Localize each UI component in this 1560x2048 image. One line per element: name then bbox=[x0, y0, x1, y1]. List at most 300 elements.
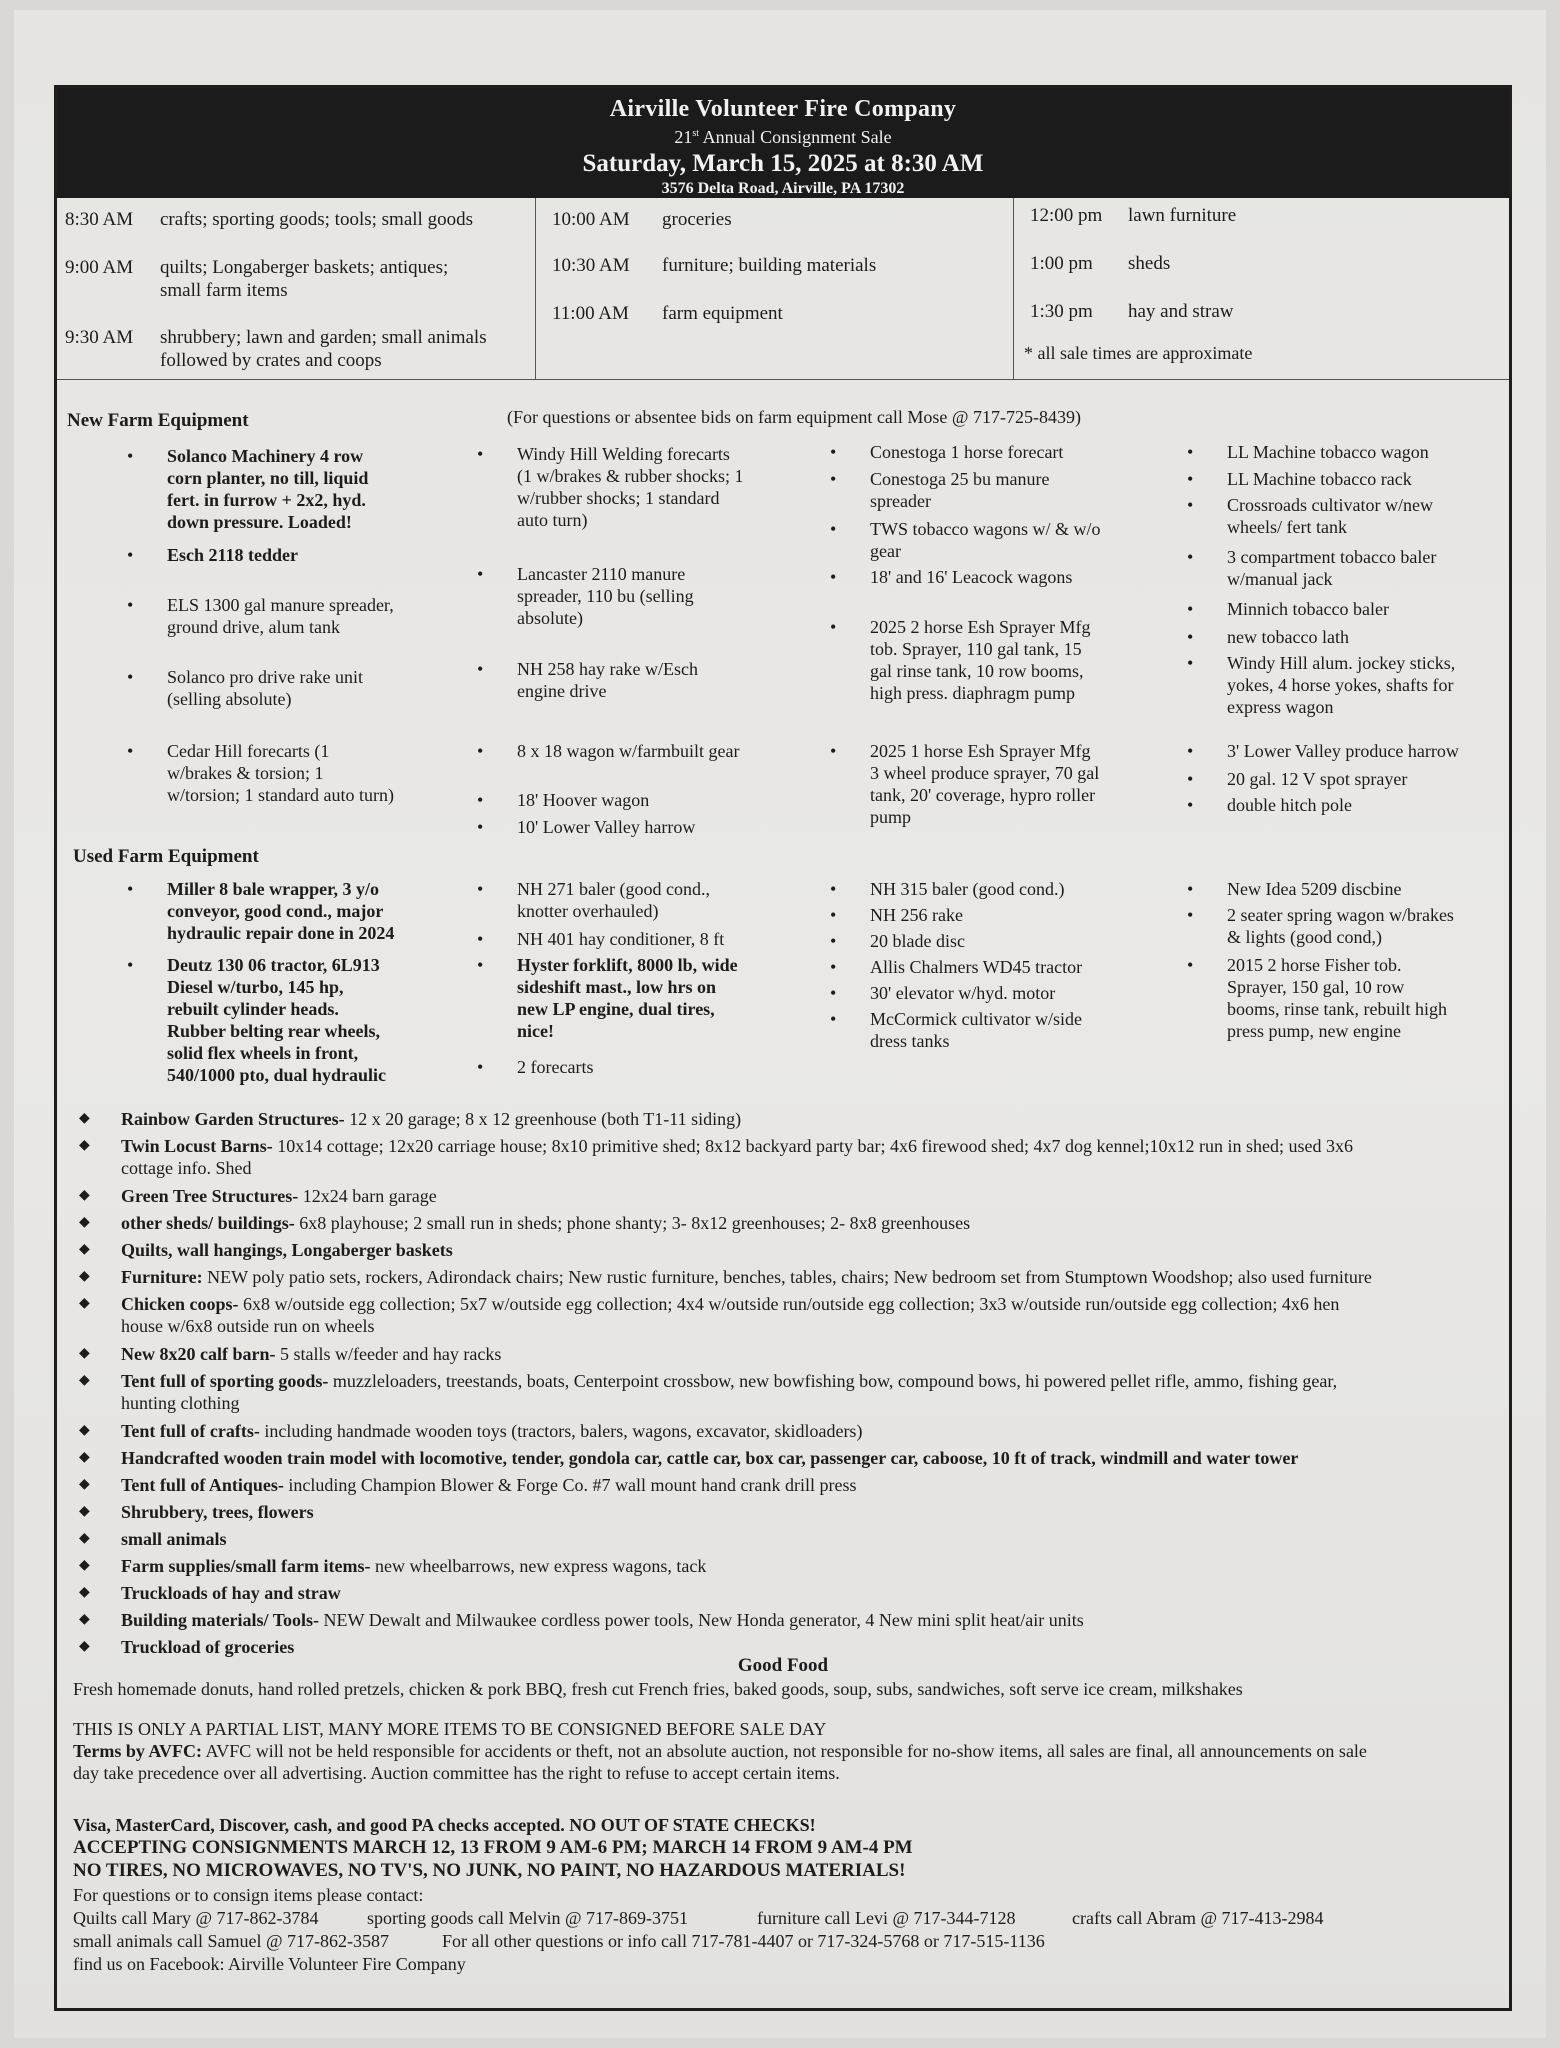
consignment-item-label: Truckloads of hay and straw bbox=[121, 1583, 341, 1603]
item-line: sideshift mast., low hrs on bbox=[517, 977, 717, 997]
diamond-bullet-icon: ◆ bbox=[79, 1585, 90, 1600]
schedule-desc-line: shrubbery; lawn and garden; small animals bbox=[160, 327, 487, 348]
consignment-item-line bbox=[121, 1108, 741, 1130]
consignment-item-text bbox=[121, 1609, 1084, 1631]
item-line: dress tanks bbox=[870, 1031, 950, 1051]
item-line: absolute) bbox=[517, 608, 583, 628]
schedule-time: 10:00 AM bbox=[552, 209, 630, 230]
item-line: tob. Sprayer, 110 gal tank, 15 bbox=[870, 639, 1082, 659]
consignment-item-line bbox=[121, 1420, 862, 1442]
bullet-icon: • bbox=[127, 955, 134, 975]
item-text bbox=[1227, 740, 1459, 762]
item-line: Conestoga 1 horse forecart bbox=[870, 442, 1064, 462]
consignment-item-detail: new wheelbarrows, new express wagons, tack bbox=[370, 1556, 707, 1576]
bullet-icon: • bbox=[1187, 469, 1194, 489]
sale-schedule bbox=[57, 198, 1509, 380]
consignment-item-line: cottage info. Shed bbox=[121, 1158, 252, 1178]
consignment-item-line bbox=[121, 1135, 1353, 1157]
item-line: Minnich tobacco baler bbox=[1227, 599, 1389, 619]
schedule-time: 1:00 pm bbox=[1030, 253, 1093, 274]
consignment-item-label: Chicken coops- bbox=[121, 1294, 239, 1314]
consignment-item-label: other sheds/ buildings- bbox=[121, 1213, 295, 1233]
contact-quilts: Quilts call Mary @ 717-862-3784 bbox=[73, 1908, 319, 1928]
item-line: Deutz 130 06 tractor, 6L913 bbox=[167, 955, 380, 975]
consignment-item-detail: muzzleloaders, treestands, boats, Centerpoint crossbow, new bowfishing bow, compound bows, hi powered pellet rifle, ammo, fishing gear, bbox=[328, 1371, 1338, 1391]
schedule-desc bbox=[1128, 204, 1236, 227]
item-text bbox=[517, 954, 738, 1042]
header-date: Saturday, March 15, 2025 at 8:30 AM bbox=[582, 150, 984, 177]
consignment-item-line bbox=[121, 1293, 1339, 1315]
item-line: rebuilt cylinder heads. bbox=[167, 999, 339, 1019]
item-line: Allis Chalmers WD45 tractor bbox=[870, 957, 1083, 977]
diamond-bullet-icon: ◆ bbox=[79, 1111, 90, 1126]
schedule-desc bbox=[1128, 252, 1170, 275]
item-line: 2025 2 horse Esh Sprayer Mfg bbox=[870, 617, 1091, 637]
consignment-item-label: Tent full of Antiques- bbox=[121, 1475, 284, 1495]
item-line: Windy Hill alum. jockey sticks, bbox=[1227, 653, 1456, 673]
bullet-icon: • bbox=[1187, 627, 1194, 647]
consignment-item-line bbox=[121, 1528, 227, 1550]
item-line: TWS tobacco wagons w/ & w/o bbox=[870, 519, 1101, 539]
item-text bbox=[517, 658, 698, 702]
diamond-bullet-icon: ◆ bbox=[79, 1639, 90, 1654]
item-line: yokes, 4 horse yokes, shafts for bbox=[1227, 675, 1454, 695]
item-line: 2015 2 horse Fisher tob. bbox=[1227, 955, 1402, 975]
consignment-item-line bbox=[121, 1239, 453, 1261]
contact-animals: small animals call Samuel @ 717-862-3587 bbox=[73, 1931, 390, 1951]
item-text bbox=[167, 544, 298, 566]
consignment-item-line bbox=[121, 1370, 1337, 1392]
consignment-item-detail: 12 x 20 garage; 8 x 12 greenhouse (both T1-11 siding) bbox=[344, 1109, 742, 1129]
item-line: NH 258 hay rake w/Esch bbox=[517, 659, 698, 679]
consignment-item-text bbox=[121, 1555, 706, 1577]
item-text bbox=[517, 740, 739, 762]
consignment-item-label: Furniture: bbox=[121, 1267, 203, 1287]
item-line: conveyor, good cond., major bbox=[167, 901, 384, 921]
bullet-icon: • bbox=[830, 957, 837, 977]
contact-crafts: crafts call Abram @ 717-413-2984 bbox=[1072, 1908, 1324, 1928]
consignment-item-label: small animals bbox=[121, 1529, 227, 1549]
contact-sporting: sporting goods call Melvin @ 717-869-3751 bbox=[367, 1908, 689, 1928]
new-farm-title: New Farm Equipment bbox=[67, 410, 249, 431]
item-line: w/rubber shocks; 1 standard bbox=[517, 488, 720, 508]
consignment-item-detail: 12x24 barn garage bbox=[298, 1186, 437, 1206]
item-line: Lancaster 2110 manure bbox=[517, 564, 686, 584]
consignment-item-label: Building materials/ Tools- bbox=[121, 1610, 320, 1630]
bullet-icon: • bbox=[1187, 495, 1194, 515]
item-text bbox=[1227, 768, 1407, 790]
schedule-desc-line: groceries bbox=[662, 209, 732, 230]
item-text bbox=[517, 443, 743, 531]
item-line: 3' Lower Valley produce harrow bbox=[1227, 741, 1459, 761]
bullet-icon: • bbox=[830, 617, 837, 637]
consignment-item-detail: 6x8 w/outside egg collection; 5x7 w/outside egg collection; 4x4 w/outside run/outside egg collection; 3x3 w/outside run/outside egg collection; 4x6 hen bbox=[238, 1294, 1340, 1314]
item-line: 2025 1 horse Esh Sprayer Mfg bbox=[870, 741, 1091, 761]
item-line: w/manual jack bbox=[1227, 569, 1333, 589]
item-text bbox=[870, 518, 1100, 562]
bullet-icon: • bbox=[830, 442, 837, 462]
item-line: Cedar Hill forecarts (1 bbox=[167, 741, 330, 761]
schedule-time: 9:30 AM bbox=[65, 327, 134, 348]
consignment-item-line bbox=[121, 1212, 970, 1234]
bullet-icon: • bbox=[830, 879, 837, 899]
item-line: solid flex wheels in front, bbox=[167, 1043, 359, 1063]
bullet-icon: • bbox=[127, 446, 134, 466]
diamond-bullet-icon: ◆ bbox=[79, 1450, 90, 1465]
contact-other: For all other questions or info call 717-781-4407 or 717-324-5768 or 717-515-1136 bbox=[442, 1931, 1045, 1951]
consignment-item-text bbox=[121, 1474, 856, 1496]
bullet-icon: • bbox=[477, 1057, 484, 1077]
facebook-link[interactable]: find us on Facebook: Airville Volunteer Fire Company bbox=[73, 1954, 466, 1974]
item-line: LL Machine tobacco rack bbox=[1227, 469, 1412, 489]
item-line: LL Machine tobacco wagon bbox=[1227, 442, 1429, 462]
bullet-icon: • bbox=[1187, 955, 1194, 975]
item-line: 3 compartment tobacco baler bbox=[1227, 547, 1437, 567]
bullet-icon: • bbox=[1187, 905, 1194, 925]
schedule-desc bbox=[662, 208, 732, 231]
schedule-time: 1:30 pm bbox=[1030, 301, 1093, 322]
item-text bbox=[870, 740, 1099, 828]
consignment-item-line bbox=[121, 1447, 1298, 1469]
schedule-col-1 bbox=[57, 198, 535, 379]
schedule-desc bbox=[160, 256, 448, 302]
terms-line-1: Terms by AVFC: AVFC will not be held responsible for accidents or theft, not an absolute auction, not responsible for no-show items, all sales are final, all announcements on sale bbox=[73, 1741, 1367, 1761]
item-text bbox=[870, 1008, 1082, 1052]
consignment-item-line bbox=[121, 1266, 1372, 1288]
header-address: 3576 Delta Road, Airville, PA 17302 bbox=[661, 180, 905, 197]
item-text bbox=[167, 878, 394, 944]
item-line: gear bbox=[870, 541, 901, 561]
consignment-item-line bbox=[121, 1501, 314, 1523]
bullet-icon: • bbox=[1187, 769, 1194, 789]
item-line: knotter overhauled) bbox=[517, 901, 659, 921]
schedule-desc-line: farm equipment bbox=[662, 303, 783, 324]
item-text bbox=[517, 563, 694, 629]
diamond-bullet-icon: ◆ bbox=[79, 1504, 90, 1519]
item-text bbox=[167, 740, 394, 806]
item-line: & lights (good cond,) bbox=[1227, 927, 1382, 947]
schedule-col-2 bbox=[535, 198, 1014, 379]
bullet-icon: • bbox=[1187, 599, 1194, 619]
consignment-item-label: Farm supplies/small farm items- bbox=[121, 1556, 371, 1576]
schedule-desc bbox=[1128, 300, 1234, 323]
item-text bbox=[1227, 468, 1412, 490]
bullet-icon: • bbox=[477, 790, 484, 810]
item-line: tank, 20' coverage, hypro roller bbox=[870, 785, 1096, 805]
schedule-desc-line: furniture; building materials bbox=[662, 255, 877, 276]
new-farm-contact: (For questions or absentee bids on farm equipment call Mose @ 717-725-8439) bbox=[507, 407, 1081, 427]
bullet-icon: • bbox=[1187, 547, 1194, 567]
item-line: 20 gal. 12 V spot sprayer bbox=[1227, 769, 1408, 789]
consignment-item-text bbox=[121, 1582, 341, 1604]
bullet-icon: • bbox=[830, 905, 837, 925]
item-line: NH 401 hay conditioner, 8 ft bbox=[517, 929, 725, 949]
item-text bbox=[1227, 652, 1455, 718]
schedule-time: 10:30 AM bbox=[552, 255, 630, 276]
bullet-icon: • bbox=[1187, 653, 1194, 673]
item-line: 20 blade disc bbox=[870, 931, 965, 951]
bullet-icon: • bbox=[477, 817, 484, 837]
bullet-icon: • bbox=[477, 955, 484, 975]
item-line: wheels/ fert tank bbox=[1227, 517, 1347, 537]
contact-intro: For questions or to consign items please contact: bbox=[73, 1885, 424, 1905]
bullet-icon: • bbox=[830, 983, 837, 1003]
diamond-bullet-icon: ◆ bbox=[79, 1612, 90, 1627]
item-line: Solanco Machinery 4 row bbox=[167, 446, 364, 466]
bullet-icon: • bbox=[1187, 741, 1194, 761]
bullet-icon: • bbox=[127, 879, 134, 899]
consignment-item-line: hunting clothing bbox=[121, 1393, 240, 1413]
item-line: ELS 1300 gal manure spreader, bbox=[167, 595, 394, 615]
item-line: 540/1000 pto, dual hydraulic bbox=[167, 1065, 387, 1085]
item-line: Diesel w/turbo, 145 hp, bbox=[167, 977, 344, 997]
item-text bbox=[167, 594, 394, 638]
item-text bbox=[1227, 494, 1433, 538]
diamond-bullet-icon: ◆ bbox=[79, 1138, 90, 1153]
schedule-desc bbox=[662, 254, 876, 277]
item-line: engine drive bbox=[517, 681, 607, 701]
diamond-bullet-icon: ◆ bbox=[79, 1188, 90, 1203]
item-line: (selling absolute) bbox=[167, 689, 292, 709]
schedule-desc bbox=[662, 302, 783, 325]
item-text bbox=[167, 445, 368, 533]
item-text bbox=[1227, 794, 1352, 816]
item-line: high press. diaphragm pump bbox=[870, 683, 1075, 703]
item-text bbox=[1227, 626, 1349, 648]
bullet-icon: • bbox=[1187, 795, 1194, 815]
consignment-item-detail: NEW poly patio sets, rockers, Adirondack chairs; New rustic furniture, benches, tables, chairs; New bedroom set from Stumptown Woodshop; also used furniture bbox=[202, 1267, 1372, 1287]
consignment-item-line bbox=[121, 1555, 706, 1577]
diamond-bullet-icon: ◆ bbox=[79, 1423, 90, 1438]
consignment-item-text bbox=[121, 1343, 501, 1365]
consignment-item-label: Green Tree Structures- bbox=[121, 1186, 299, 1206]
bullet-icon: • bbox=[477, 879, 484, 899]
item-line: express wagon bbox=[1227, 697, 1334, 717]
item-line: 2 forecarts bbox=[517, 1057, 594, 1077]
diamond-bullet-icon: ◆ bbox=[79, 1346, 90, 1361]
contact-furniture: furniture call Levi @ 717-344-7128 bbox=[757, 1908, 1016, 1928]
consignment-item-label: Tent full of sporting goods- bbox=[121, 1371, 329, 1391]
item-text bbox=[870, 566, 1072, 588]
prohibited-items: NO TIRES, NO MICROWAVES, NO TV'S, NO JUNK, NO PAINT, NO HAZARDOUS MATERIALS! bbox=[73, 1860, 906, 1881]
consignment-item-line bbox=[121, 1609, 1084, 1631]
item-line: Windy Hill Welding forecarts bbox=[517, 444, 730, 464]
consignment-item-detail: including handmade wooden toys (tractors, balers, wagons, excavator, skidloaders) bbox=[259, 1421, 863, 1441]
consignment-item-text bbox=[121, 1239, 453, 1261]
schedule-desc bbox=[160, 208, 473, 231]
partial-list-note: THIS IS ONLY A PARTIAL LIST, MANY MORE ITEMS TO BE CONSIGNED BEFORE SALE DAY bbox=[73, 1719, 827, 1739]
item-line: spreader bbox=[870, 491, 931, 511]
bullet-icon: • bbox=[1187, 879, 1194, 899]
item-text bbox=[870, 468, 1049, 512]
diamond-bullet-icon: ◆ bbox=[79, 1215, 90, 1230]
item-line: NH 315 baler (good cond.) bbox=[870, 879, 1065, 899]
item-text bbox=[167, 954, 386, 1086]
bullet-icon: • bbox=[830, 741, 837, 761]
bullet-icon: • bbox=[830, 567, 837, 587]
consignment-item-text bbox=[121, 1501, 314, 1523]
diamond-bullet-icon: ◆ bbox=[79, 1477, 90, 1492]
diamond-bullet-icon: ◆ bbox=[79, 1373, 90, 1388]
item-text bbox=[517, 878, 710, 922]
used-farm-title: Used Farm Equipment bbox=[73, 846, 259, 867]
consignment-item-line: house w/6x8 outside run on wheels bbox=[121, 1316, 375, 1336]
item-line: w/brakes & torsion; 1 bbox=[167, 763, 324, 783]
bullet-icon: • bbox=[127, 595, 134, 615]
item-line: Conestoga 25 bu manure bbox=[870, 469, 1050, 489]
item-line: gal rinse tank, 10 row booms, bbox=[870, 661, 1084, 681]
consignment-item-label: Truckload of groceries bbox=[121, 1637, 295, 1657]
consignment-item-line bbox=[121, 1582, 341, 1604]
item-line: Crossroads cultivator w/new bbox=[1227, 495, 1433, 515]
item-line: auto turn) bbox=[517, 510, 588, 530]
item-text bbox=[870, 930, 965, 952]
flyer-paper bbox=[14, 10, 1546, 2038]
item-line: booms, rinse tank, rebuilt high bbox=[1227, 999, 1447, 1019]
item-text bbox=[517, 816, 695, 838]
bullet-icon: • bbox=[830, 931, 837, 951]
schedule-col-3 bbox=[1013, 198, 1509, 379]
item-line: NH 271 baler (good cond., bbox=[517, 879, 710, 899]
item-line: NH 256 rake bbox=[870, 905, 963, 925]
food-title: Good Food bbox=[737, 1655, 829, 1676]
consignment-item-text bbox=[121, 1185, 437, 1207]
consignment-item-detail: 6x8 playhouse; 2 small run in sheds; phone shanty; 3- 8x12 greenhouses; 2- 8x8 greenhouses bbox=[294, 1213, 971, 1233]
item-line: hydraulic repair done in 2024 bbox=[167, 923, 395, 943]
item-text bbox=[1227, 598, 1389, 620]
consignment-item-label: Twin Locust Barns- bbox=[121, 1136, 273, 1156]
schedule-desc-line: followed by crates and coops bbox=[160, 350, 382, 371]
bullet-icon: • bbox=[477, 444, 484, 464]
bullet-icon: • bbox=[477, 659, 484, 679]
item-line: Esch 2118 tedder bbox=[167, 545, 299, 565]
item-line: down pressure. Loaded! bbox=[167, 512, 352, 532]
consignment-item-text bbox=[121, 1293, 1339, 1337]
item-text bbox=[517, 789, 649, 811]
schedule-note: * all sale times are approximate bbox=[1024, 343, 1253, 363]
diamond-bullet-icon: ◆ bbox=[79, 1296, 90, 1311]
item-line: McCormick cultivator w/side bbox=[870, 1009, 1082, 1029]
bullet-icon: • bbox=[127, 741, 134, 761]
schedule-desc bbox=[160, 326, 487, 372]
item-line: fert. in furrow + 2x2, hyd. bbox=[167, 490, 366, 510]
item-text bbox=[870, 616, 1090, 704]
item-line: double hitch pole bbox=[1227, 795, 1352, 815]
schedule-time: 12:00 pm bbox=[1030, 205, 1103, 226]
bullet-icon: • bbox=[830, 1009, 837, 1029]
bullet-icon: • bbox=[830, 469, 837, 489]
diamond-bullet-icon: ◆ bbox=[79, 1269, 90, 1284]
bullet-icon: • bbox=[1187, 442, 1194, 462]
item-text bbox=[1227, 904, 1454, 948]
consignment-item-detail: NEW Dewalt and Milwaukee cordless power tools, New Honda generator, 4 New mini split heat/air units bbox=[319, 1610, 1084, 1630]
schedule-desc-line: hay and straw bbox=[1128, 301, 1234, 322]
item-line: Sprayer, 150 gal, 10 row bbox=[1227, 977, 1405, 997]
schedule-time: 11:00 AM bbox=[552, 303, 629, 324]
item-line: press pump, new engine bbox=[1227, 1021, 1401, 1041]
item-line: nice! bbox=[517, 1021, 554, 1041]
consignment-item-label: Shrubbery, trees, flowers bbox=[121, 1502, 314, 1522]
item-text bbox=[870, 904, 963, 926]
consignment-item-label: New 8x20 calf barn- bbox=[121, 1344, 276, 1364]
consignment-item-text bbox=[121, 1528, 227, 1550]
item-line: new tobacco lath bbox=[1227, 627, 1349, 647]
item-line: 2 seater spring wagon w/brakes bbox=[1227, 905, 1454, 925]
item-line: Rubber belting rear wheels, bbox=[167, 1021, 381, 1041]
item-line: pump bbox=[870, 807, 912, 827]
diamond-bullet-icon: ◆ bbox=[79, 1558, 90, 1573]
item-line: 18' and 16' Leacock wagons bbox=[870, 567, 1073, 587]
consignment-item-text bbox=[121, 1420, 862, 1442]
consignment-item-text bbox=[121, 1212, 970, 1234]
food-text: Fresh homemade donuts, hand rolled pretzels, chicken & pork BBQ, fresh cut French fries, baked goods, soup, subs, sandwiches, soft serve ice cream, milkshakes bbox=[73, 1679, 1243, 1699]
item-line: Solanco pro drive rake unit bbox=[167, 667, 363, 687]
item-text bbox=[1227, 954, 1447, 1042]
item-line: 30' elevator w/hyd. motor bbox=[870, 983, 1056, 1003]
item-line: 18' Hoover wagon bbox=[517, 790, 650, 810]
item-text bbox=[870, 956, 1082, 978]
item-text bbox=[1227, 878, 1401, 900]
item-line: ground drive, alum tank bbox=[167, 617, 340, 637]
consignment-item-text bbox=[121, 1447, 1298, 1469]
payment-notice: Visa, MasterCard, Discover, cash, and good PA checks accepted. NO OUT OF STATE CHECKS! bbox=[73, 1815, 816, 1835]
item-text bbox=[870, 441, 1063, 463]
diamond-bullet-icon: ◆ bbox=[79, 1531, 90, 1546]
consignment-item-text bbox=[121, 1108, 741, 1130]
item-text bbox=[870, 878, 1064, 900]
diamond-bullet-icon: ◆ bbox=[79, 1242, 90, 1257]
consignment-item-text bbox=[121, 1266, 1372, 1288]
header-banner bbox=[57, 88, 1509, 198]
item-line: spreader, 110 bu (selling bbox=[517, 586, 694, 606]
consignment-item-text bbox=[121, 1135, 1353, 1179]
item-text bbox=[1227, 546, 1436, 590]
flyer-frame bbox=[54, 85, 1512, 2011]
schedule-time: 9:00 AM bbox=[65, 257, 134, 278]
consignment-item-label: Handcrafted wooden train model with locomotive, tender, gondola car, cattle car, box car, passenger car, caboose, 10 ft of track, windmill and water tower bbox=[121, 1448, 1299, 1468]
item-text bbox=[517, 1056, 593, 1078]
header-subtitle: 21st Annual Consignment Sale bbox=[674, 127, 892, 147]
item-line: (1 w/brakes & rubber shocks; 1 bbox=[517, 466, 744, 486]
bullet-icon: • bbox=[127, 545, 134, 565]
terms-line-2: day take precedence over all advertising. Auction committee has the right to refuse to accept certain items. bbox=[73, 1763, 840, 1783]
header-title: Airville Volunteer Fire Company bbox=[609, 96, 957, 122]
consignment-item-line bbox=[121, 1185, 437, 1207]
schedule-desc-line: quilts; Longaberger baskets; antiques; bbox=[160, 257, 449, 278]
schedule-desc-line: sheds bbox=[1128, 253, 1171, 274]
consignment-item-label: Quilts, wall hangings, Longaberger baskets bbox=[121, 1240, 453, 1260]
consignment-item-label: Rainbow Garden Structures- bbox=[121, 1109, 345, 1129]
bullet-icon: • bbox=[477, 929, 484, 949]
bullet-icon: • bbox=[127, 667, 134, 687]
item-line: 10' Lower Valley harrow bbox=[517, 817, 696, 837]
item-line: 3 wheel produce sprayer, 70 gal bbox=[870, 763, 1100, 783]
item-text bbox=[870, 982, 1055, 1004]
item-text bbox=[1227, 441, 1429, 463]
item-text bbox=[167, 666, 363, 710]
item-line: corn planter, no till, liquid bbox=[167, 468, 369, 488]
consignment-item-detail: 10x14 cottage; 12x20 carriage house; 8x10 primitive shed; 8x12 backyard party bar; 4x6 firewood shed; 4x7 dog kennel;10x12 run in shed; used 3x6 bbox=[272, 1136, 1353, 1156]
bullet-icon: • bbox=[477, 741, 484, 761]
consignment-item-detail: 5 stalls w/feeder and hay racks bbox=[275, 1344, 502, 1364]
consignment-item-line bbox=[121, 1474, 856, 1496]
consignment-item-line bbox=[121, 1343, 501, 1365]
schedule-desc-line: lawn furniture bbox=[1128, 205, 1237, 226]
bullet-icon: • bbox=[477, 564, 484, 584]
schedule-desc-line: small farm items bbox=[160, 280, 288, 301]
item-line: w/torsion; 1 standard auto turn) bbox=[167, 785, 394, 805]
item-line: New Idea 5209 discbine bbox=[1227, 879, 1402, 899]
